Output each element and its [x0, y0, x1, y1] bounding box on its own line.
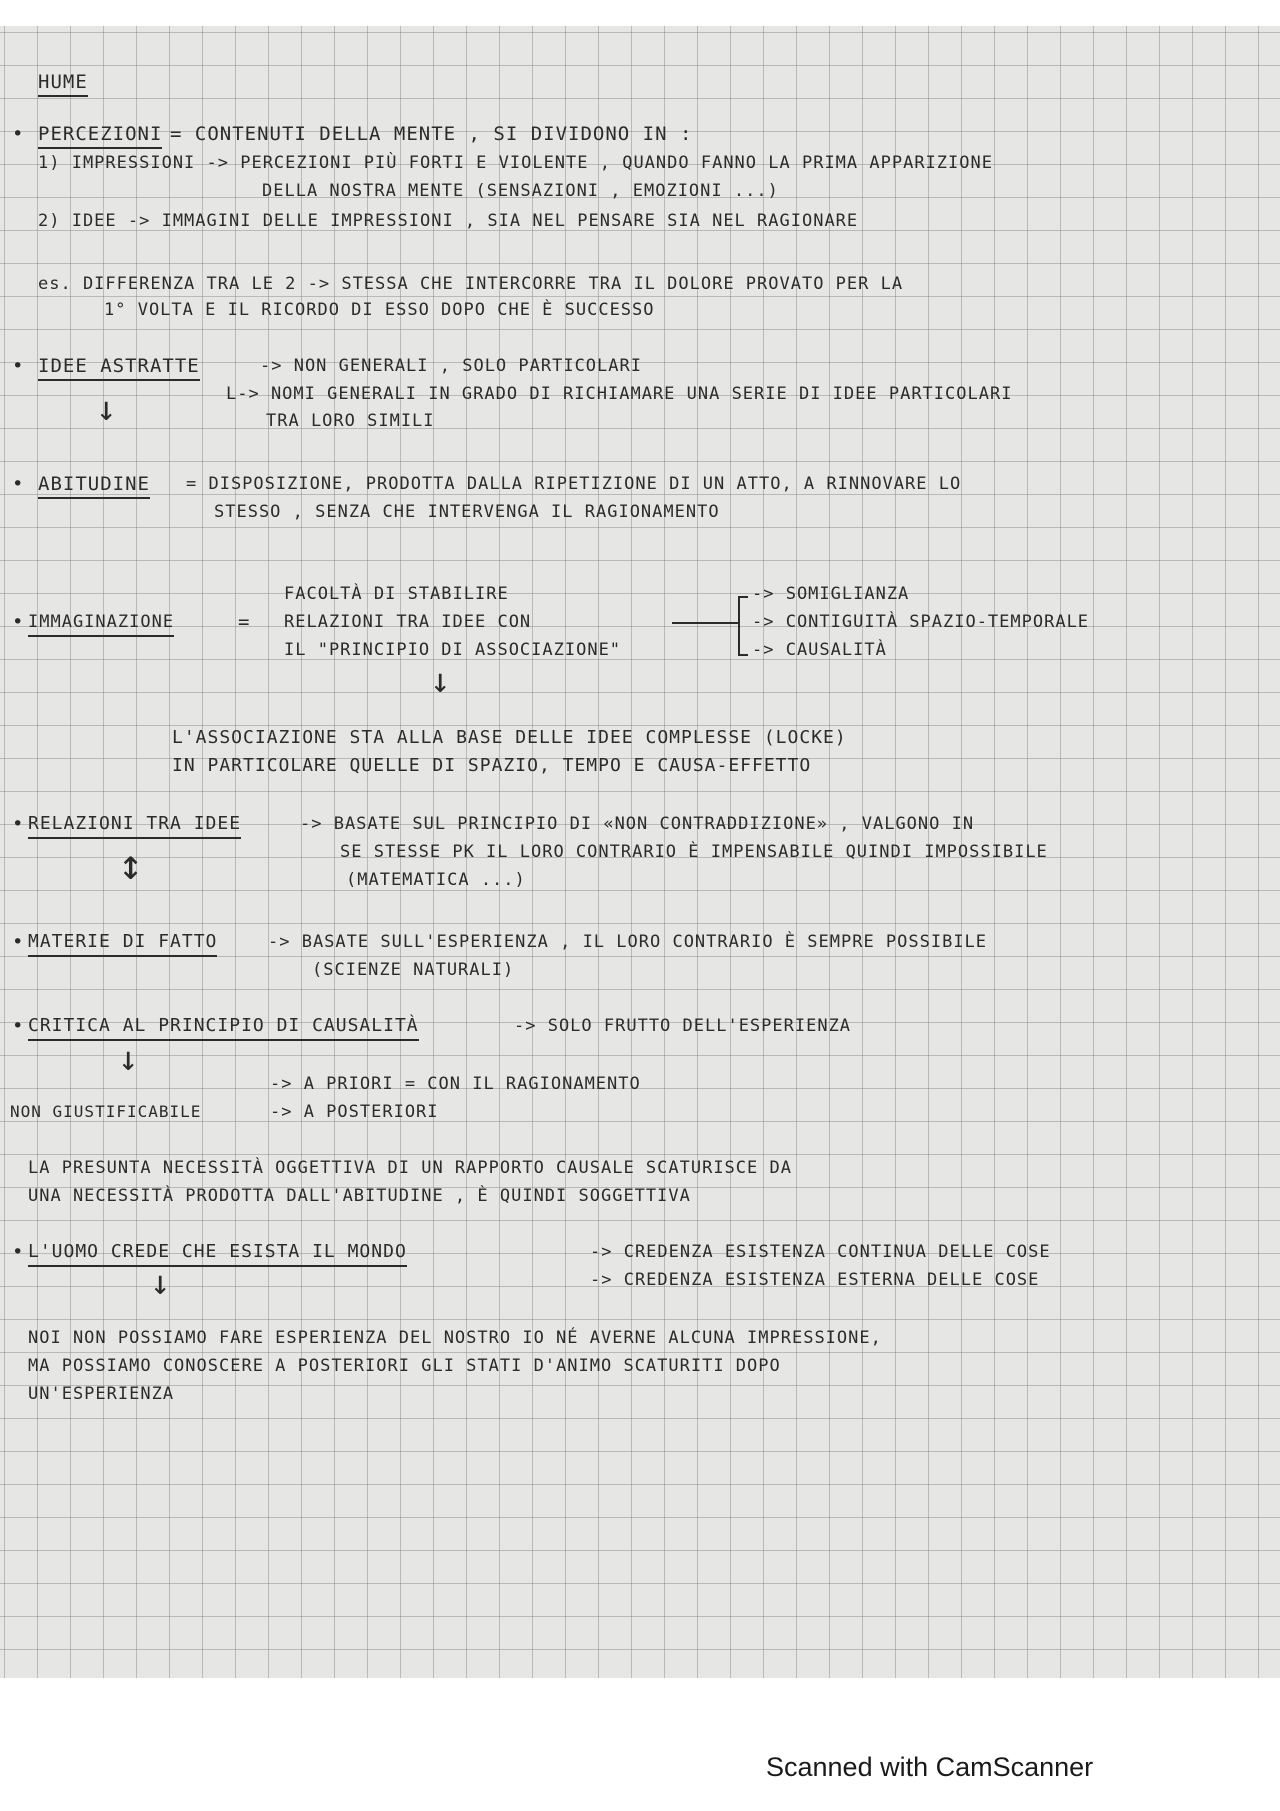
abitudine-line-2: STESSO , SENZA CHE INTERVENGA IL RAGIONAMENTO: [214, 502, 720, 522]
immaginazione-def-2: RELAZIONI TRA IDEE CON: [284, 612, 532, 632]
final-line-1: NOI NON POSSIAMO FARE ESPERIENZA DEL NOSTRO IO NÉ AVERNE ALCUNA IMPRESSIONE,: [28, 1328, 882, 1348]
presunta-line-1: LA PRESUNTA NECESSITÀ OGGETTIVA DI UN RAPPORTO CAUSALE SCATURISCE DA: [28, 1158, 792, 1178]
impressioni-line-2: DELLA NOSTRA MENTE (SENSAZIONI , EMOZIONI ...): [262, 181, 779, 201]
esempio-line-2: 1° VOLTA E IL RICORDO DI ESSO DOPO CHE È SUCCESSO: [104, 300, 655, 320]
bullet: •: [12, 813, 25, 835]
branch-causalita: -> CAUSALITÀ: [752, 640, 887, 660]
final-line-2: MA POSSIAMO CONOSCERE A POSTERIORI GLI STATI D'ANIMO SCATURITI DOPO: [28, 1356, 781, 1376]
final-line-3: UN'ESPERIENZA: [28, 1384, 175, 1404]
down-arrow-icon: ↓: [118, 1039, 139, 1079]
a-priori-line: -> A PRIORI = CON IL RAGIONAMENTO: [270, 1074, 641, 1094]
credenza-line-2: -> CREDENZA ESISTENZA ESTERNA DELLE COSE: [590, 1270, 1040, 1290]
idee-line: 2) IDEE -> IMMAGINI DELLE IMPRESSIONI , SIA NEL PENSARE SIA NEL RAGIONARE: [38, 211, 859, 231]
branch-bracket: [738, 596, 748, 656]
abitudine-line-1: = DISPOSIZIONE, PRODOTTA DALLA RIPETIZIONE DI UN ATTO, A RINNOVARE LO: [186, 474, 962, 494]
uomo-heading: L'UOMO CREDE CHE ESISTA IL MONDO: [28, 1240, 407, 1267]
esempio-line-1: es. DIFFERENZA TRA LE 2 -> STESSA CHE INTERCORRE TRA IL DOLORE PROVATO PER LA: [38, 274, 904, 294]
scanner-watermark: Scanned with CamScanner: [766, 1752, 1094, 1782]
bullet: •: [12, 473, 25, 495]
critica-line-1: -> SOLO FRUTTO DELL'ESPERIENZA: [514, 1016, 852, 1036]
abitudine-heading: ABITUDINE: [38, 472, 150, 499]
percezioni-definition: = CONTENUTI DELLA MENTE , SI DIVIDONO IN :: [170, 123, 693, 145]
bullet: •: [12, 1241, 25, 1263]
critica-heading: CRITICA AL PRINCIPIO DI CAUSALITÀ: [28, 1014, 419, 1041]
branch-contiguita: -> CONTIGUITÀ SPAZIO-TEMPORALE: [752, 612, 1090, 632]
bullet: •: [12, 931, 25, 953]
bullet: •: [12, 611, 25, 633]
materie-line-1: -> BASATE SULL'ESPERIENZA , IL LORO CONTRARIO È SEMPRE POSSIBILE: [268, 932, 988, 952]
bullet: •: [12, 1015, 25, 1037]
page-title: HUME: [38, 70, 88, 97]
immaginazione-def-1: FACOLTÀ DI STABILIRE: [284, 584, 509, 604]
idee-astratte-line-3: TRA LORO SIMILI: [266, 411, 435, 431]
branch-somiglianza: -> SOMIGLIANZA: [752, 584, 910, 604]
idee-astratte-line-2: L-> NOMI GENERALI IN GRADO DI RICHIAMARE UNA SERIE DI IDEE PARTICOLARI: [226, 384, 1013, 404]
bullet: •: [12, 355, 25, 377]
presunta-line-2: UNA NECESSITÀ PRODOTTA DALL'ABITUDINE , È QUINDI SOGGETTIVA: [28, 1186, 691, 1206]
materie-heading: MATERIE DI FATTO: [28, 930, 217, 957]
relazioni-heading: RELAZIONI TRA IDEE: [28, 812, 241, 839]
immaginazione-heading: IMMAGINAZIONE: [28, 610, 174, 637]
impressioni-line: 1) IMPRESSIONI -> PERCEZIONI PIÙ FORTI E VIOLENTE , QUANDO FANNO LA PRIMA APPARIZIONE: [38, 153, 993, 173]
immaginazione-def-3: IL "PRINCIPIO DI ASSOCIAZIONE": [284, 640, 622, 660]
materie-line-2: (SCIENZE NATURALI): [312, 960, 515, 980]
idee-astratte-line-1: -> NON GENERALI , SOLO PARTICOLARI: [260, 356, 642, 376]
relazioni-line-2: SE STESSE PK IL LORO CONTRARIO È IMPENSABILE QUINDI IMPOSSIBILE: [340, 842, 1048, 862]
associazione-line-1: L'ASSOCIAZIONE STA ALLA BASE DELLE IDEE COMPLESSE (LOCKE): [172, 727, 847, 748]
credenza-line-1: -> CREDENZA ESISTENZA CONTINUA DELLE COSE: [590, 1242, 1051, 1262]
idee-astratte-heading: IDEE ASTRATTE: [38, 354, 200, 381]
non-giustificabile-label: NON GIUSTIFICABILE: [10, 1102, 202, 1121]
equals-sign: =: [238, 611, 251, 633]
down-arrow-icon: ↓: [430, 661, 451, 701]
bullet: •: [12, 123, 25, 145]
grid-paper-sheet: [0, 26, 1280, 1678]
up-down-arrow-icon: ↕: [118, 840, 144, 889]
down-arrow-icon: ↓: [150, 1263, 171, 1303]
relazioni-line-1: -> BASATE SUL PRINCIPIO DI «NON CONTRADDIZIONE» , VALGONO IN: [300, 814, 975, 834]
percezioni-heading: PERCEZIONI: [38, 122, 162, 149]
a-posteriori-line: -> A POSTERIORI: [270, 1102, 439, 1122]
down-arrow-icon: ↓: [96, 389, 117, 429]
connector-line: [672, 622, 738, 624]
associazione-line-2: IN PARTICOLARE QUELLE DI SPAZIO, TEMPO E CAUSA-EFFETTO: [172, 755, 812, 776]
relazioni-line-3: (MATEMATICA ...): [346, 870, 526, 890]
